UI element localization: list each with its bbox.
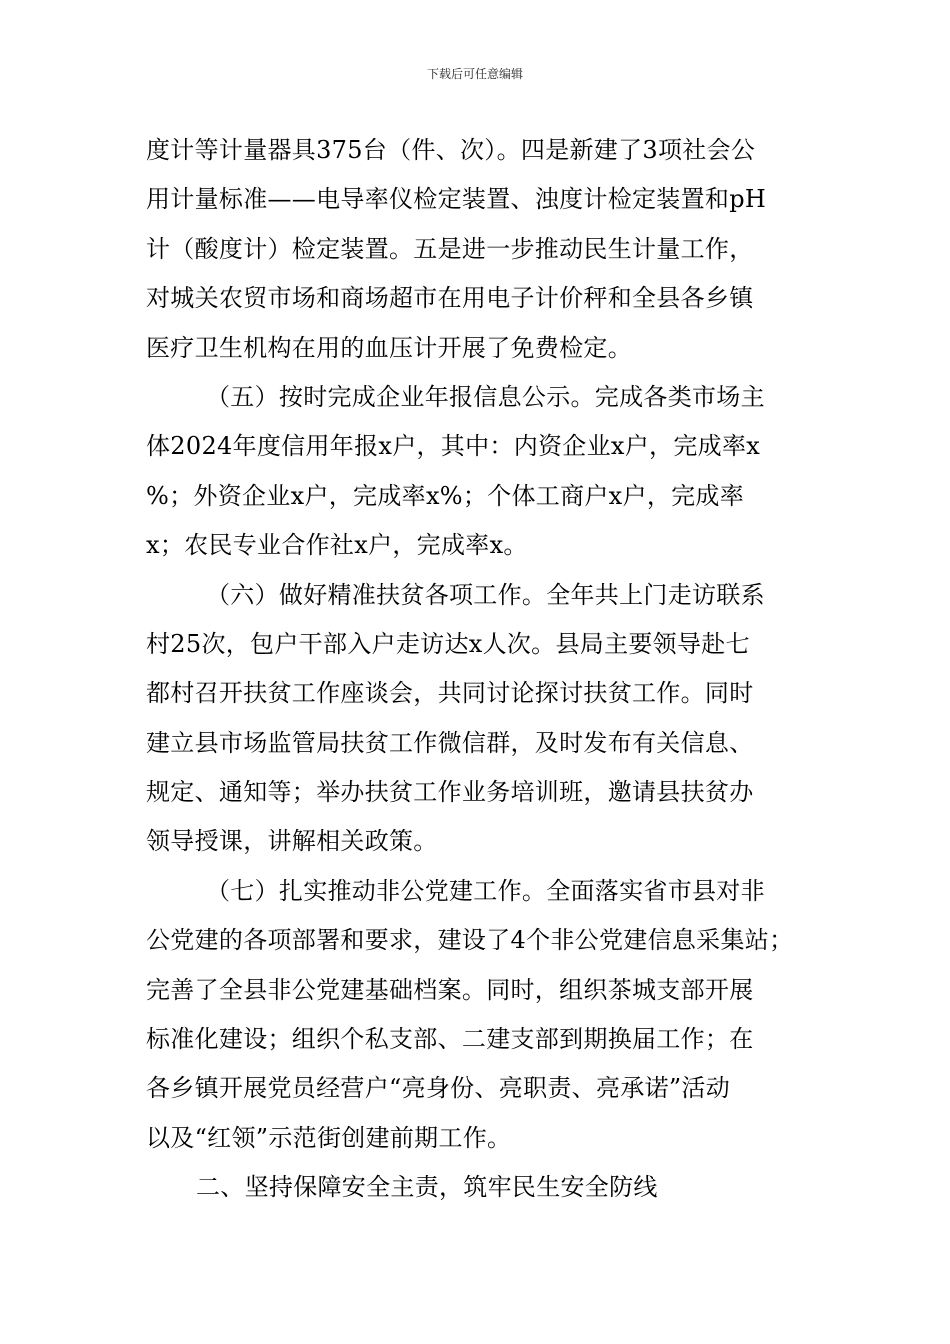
- text-line: 公党建的各项部署和要求，建设了4个非公党建信息采集站；: [146, 926, 794, 955]
- text-line: 对城关农贸市场和商场超市在用电子计价秤和全县各乡镇: [146, 284, 754, 313]
- paragraph-start-line: （七）扎实推动非公党建工作。全面落实省市县对非: [206, 876, 765, 905]
- text-line: x；农民专业合作社x户，完成率x。: [146, 531, 528, 560]
- text-line: 各乡镇开展党员经营户“亮身份、亮职责、亮承诺”活动: [146, 1074, 731, 1103]
- text-line: 村25次，包户干部入户走访达x人次。县局主要领导赴七: [146, 629, 750, 658]
- page-header-note: 下载后可任意编辑: [426, 67, 523, 81]
- text-line: %；外资企业x户，完成率x%；个体工商户x户，完成率: [146, 481, 745, 510]
- text-line: 度计等计量器具375台（件、次）。四是新建了3项社会公: [146, 136, 756, 164]
- text-line: 标准化建设；组织个私支部、二建支部到期换届工作；在: [146, 1025, 754, 1054]
- paragraph-start-line: （五）按时完成企业年报信息公示。完成各类市场主: [206, 382, 765, 411]
- text-line: 领导授课，讲解相关政策。: [146, 827, 438, 856]
- section-heading: 二、坚持保障安全主责，筑牢民生安全防线: [196, 1173, 658, 1202]
- text-line: 用计量标准——电导率仪检定装置、浊度计检定装置和pH: [146, 185, 767, 214]
- document-body: [146, 126, 816, 1213]
- text-line: 计（酸度计）检定装置。五是进一步推动民生计量工作，: [146, 234, 754, 263]
- text-line: 医疗卫生机构在用的血压计开展了免费检定。: [146, 333, 632, 362]
- text-line: 以及“红领”示范街创建前期工作。: [146, 1123, 512, 1152]
- paragraph-start-line: （六）做好精准扶贫各项工作。全年共上门走访联系: [206, 580, 765, 609]
- text-line: 建立县市场监管局扶贫工作微信群，及时发布有关信息、: [146, 728, 754, 757]
- text-line: 体2024年度信用年报x户，其中：内资企业x户，完成率x: [146, 432, 761, 461]
- text-line: 都村召开扶贫工作座谈会，共同讨论探讨扶贫工作。同时: [146, 679, 754, 708]
- text-line: 规定、通知等；举办扶贫工作业务培训班，邀请县扶贫办: [146, 778, 754, 807]
- text-line: 完善了全县非公党建基础档案。同时，组织茶城支部开展: [146, 975, 754, 1004]
